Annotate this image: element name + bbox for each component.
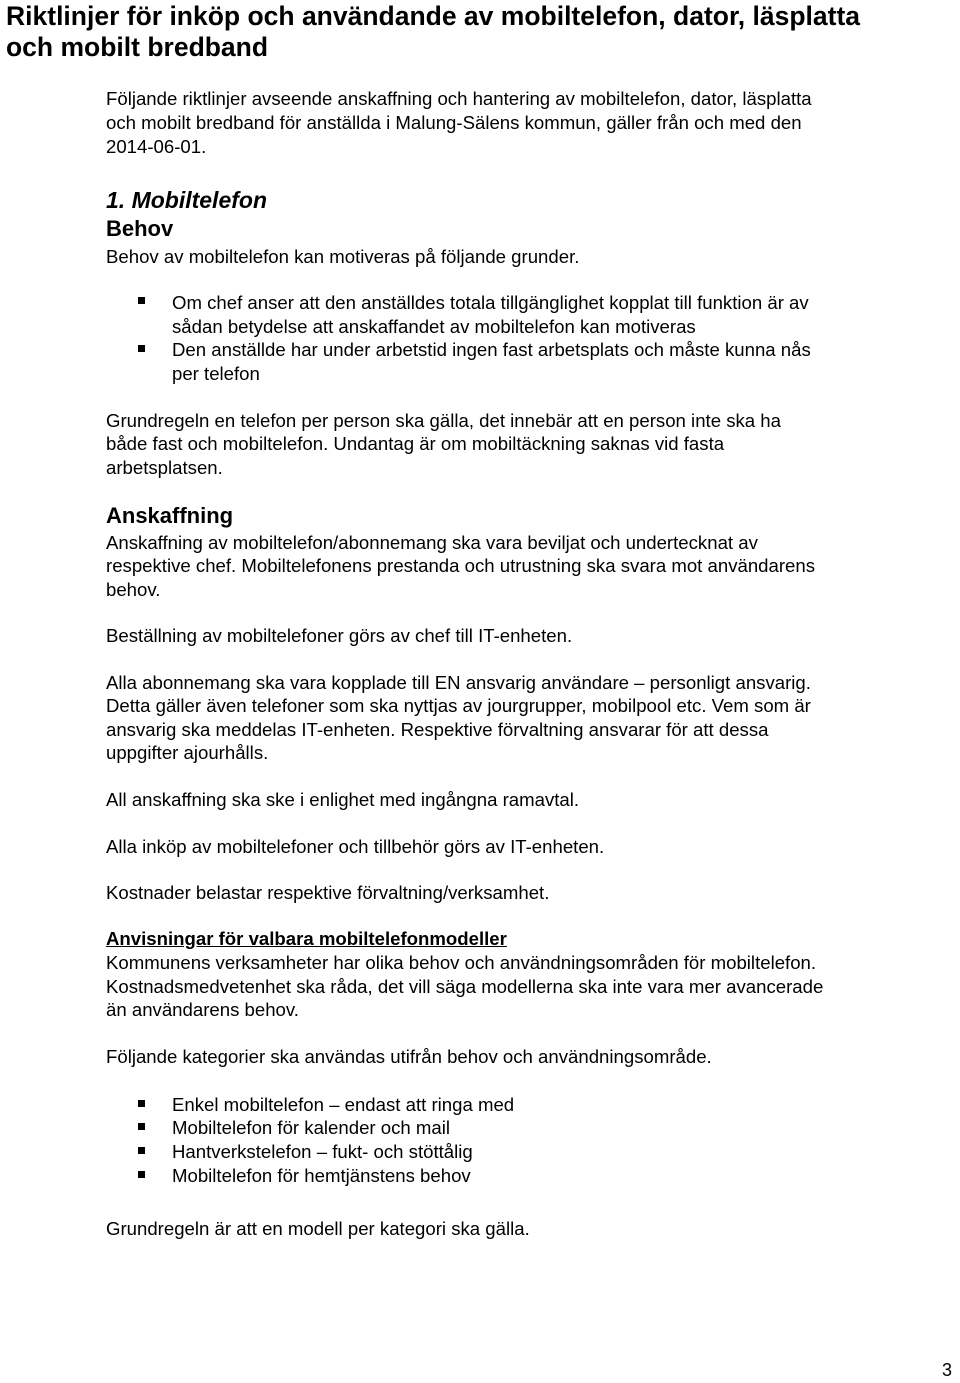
behov-bullet-1-line-2: sådan betydelse att anskaffandet av mobiltelefon kan motiveras bbox=[172, 316, 696, 337]
anvisningar-p2: Följande kategorier ska användas utifrån behov och användningsområde. bbox=[106, 1046, 712, 1067]
anskaffning-p3-line-3: ansvarig ska meddelas IT-enheten. Respektive förvaltning ansvarar för att dessa bbox=[106, 719, 769, 740]
category-item-4: Mobiltelefon för hemtjänstens behov bbox=[172, 1165, 471, 1186]
grundregel-line-2: både fast och mobiltelefon. Undantag är om mobiltäckning saknas vid fasta bbox=[106, 433, 725, 454]
behov-lead: Behov av mobiltelefon kan motiveras på följande grunder. bbox=[106, 246, 580, 267]
behov-bullet-1-line-1: Om chef anser att den anställdes totala tillgänglighet kopplat till funktion är av bbox=[172, 292, 809, 313]
anvisningar-p1-line-1: Kommunens verksamheter har olika behov och användningsområden för mobiltelefon. bbox=[106, 952, 817, 973]
bullet-marker bbox=[138, 297, 145, 304]
anvisningar-p1-line-2: Kostnadsmedvetenhet ska råda, det vill säga modellerna ska inte vara mer avancerade bbox=[106, 976, 824, 997]
category-item-3: Hantverkstelefon – fukt- och stöttålig bbox=[172, 1141, 473, 1162]
document-title-line-1: Riktlinjer för inköp och användande av mobiltelefon, dator, läsplatta bbox=[6, 1, 861, 31]
behov-bullet-2-line-1: Den anställde har under arbetstid ingen fast arbetsplats och måste kunna nås bbox=[172, 339, 811, 360]
category-item-2: Mobiltelefon för kalender och mail bbox=[172, 1117, 451, 1138]
anskaffning-p4: All anskaffning ska ske i enlighet med ingångna ramavtal. bbox=[106, 789, 580, 810]
anskaffning-p1-line-1: Anskaffning av mobiltelefon/abonnemang ska vara beviljat och undertecknat av bbox=[106, 532, 758, 553]
anskaffning-p3-line-2: Detta gäller även telefoner som ska nyttjas av jourgrupper, mobilpool etc. Vem som är bbox=[106, 695, 811, 716]
bullet-marker bbox=[138, 1171, 145, 1178]
category-item-1: Enkel mobiltelefon – endast att ringa med bbox=[172, 1094, 515, 1115]
anskaffning-p1-line-3: behov. bbox=[106, 579, 161, 600]
bullet-marker bbox=[138, 1147, 145, 1154]
grundregel-line-1: Grundregeln en telefon per person ska gälla, det innebär att en person inte ska ha bbox=[106, 410, 781, 431]
subheading-behov: Behov bbox=[106, 216, 174, 241]
anskaffning-p5: Alla inköp av mobiltelefoner och tillbehör görs av IT-enheten. bbox=[106, 836, 605, 857]
anskaffning-p3-line-4: uppgifter ajourhålls. bbox=[106, 742, 269, 763]
bullet-marker bbox=[138, 1100, 145, 1107]
section-heading-anvisningar: Anvisningar för valbara mobiltelefonmodeller bbox=[106, 928, 507, 949]
page-number: 3 bbox=[941, 1360, 952, 1380]
anskaffning-p3-line-1: Alla abonnemang ska vara kopplade till EN ansvarig användare – personligt ansvarig. bbox=[106, 672, 811, 693]
grundregel-line-3: arbetsplatsen. bbox=[106, 457, 223, 478]
anskaffning-p1-line-2: respektive chef. Mobiltelefonens prestanda och utrustning ska svara mot användarens bbox=[106, 555, 816, 576]
anskaffning-p2: Beställning av mobiltelefoner görs av chef till IT-enheten. bbox=[106, 625, 573, 646]
intro-line-1: Följande riktlinjer avseende anskaffning och hantering av mobiltelefon, dator, läsplatta bbox=[106, 88, 812, 109]
section-heading-anskaffning: Anskaffning bbox=[106, 503, 234, 528]
intro-line-2: och mobilt bredband för anställda i Malung-Sälens kommun, gäller från och med den bbox=[106, 112, 802, 133]
anvisningar-p1-line-3: än användarens behov. bbox=[106, 999, 299, 1020]
behov-bullet-2-line-2: per telefon bbox=[172, 363, 260, 384]
intro-line-3: 2014-06-01. bbox=[106, 136, 207, 157]
anvisningar-closing: Grundregeln är att en modell per kategori ska gälla. bbox=[106, 1218, 530, 1239]
bullet-marker bbox=[138, 345, 145, 352]
anskaffning-p6: Kostnader belastar respektive förvaltning/verksamhet. bbox=[106, 882, 550, 903]
bullet-marker bbox=[138, 1123, 145, 1130]
document-title-line-2: och mobilt bredband bbox=[6, 32, 269, 62]
section-heading-mobiltelefon: 1. Mobiltelefon bbox=[106, 187, 267, 213]
